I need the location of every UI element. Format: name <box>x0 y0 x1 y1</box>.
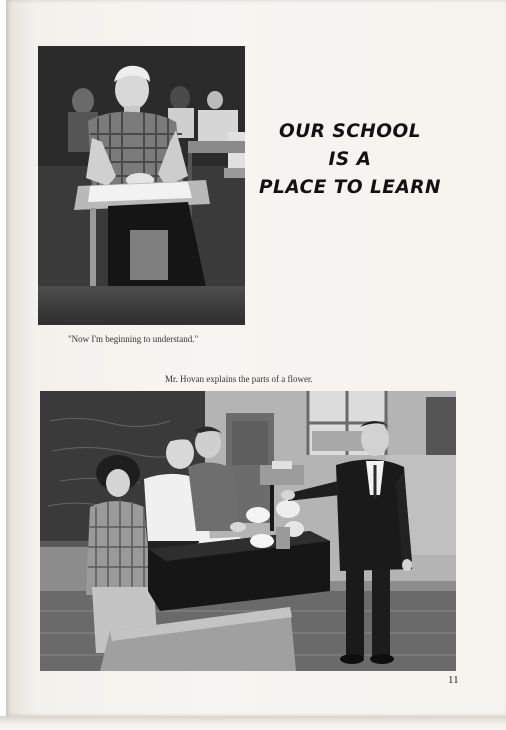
headline-line-1: OUR SCHOOL <box>278 121 422 142</box>
flower-lesson-photo <box>40 391 456 671</box>
bottom-photo-caption: Mr. Hovan explains the parts of a flower. <box>165 374 313 384</box>
headline-line-2: IS A <box>328 149 372 170</box>
page-headline <box>255 118 445 202</box>
headline-line-3: PLACE TO LEARN <box>258 177 441 198</box>
top-photo-caption: "Now I'm beginning to understand." <box>68 334 199 344</box>
page-edge <box>0 716 506 730</box>
page-number: 11 <box>448 674 459 686</box>
student-at-desk-photo <box>38 46 245 325</box>
